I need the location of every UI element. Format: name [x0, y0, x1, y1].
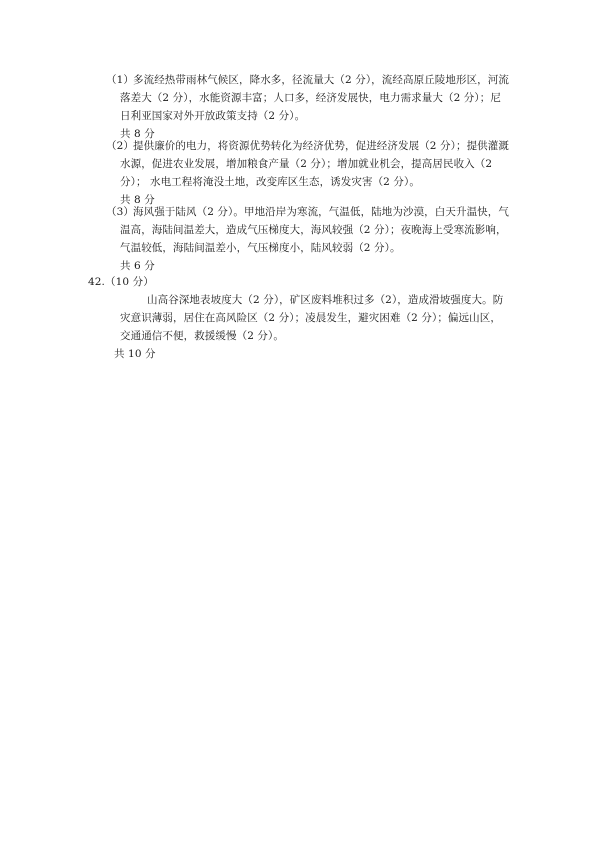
item-1-line-3: 日利亚国家对外开放政策支持（2 分）。 — [120, 110, 306, 122]
question-42-line-2: 灾意识薄弱，居住在高风险区（2 分）；凌晨发生，避灾困难（2 分）；偏远山区， — [120, 312, 501, 324]
question-42-total: 共 10 分 — [114, 348, 156, 360]
item-1-total: 共 8 分 — [120, 128, 155, 140]
item-2-label: （2） — [106, 140, 134, 152]
item-3-total: 共 6 分 — [120, 260, 155, 272]
item-3-label: （3） — [106, 206, 134, 218]
item-3-line-2: 温高，海陆间温差大，造成气压梯度大，海风较强（2 分）；夜晚海上受寒流影响， — [120, 224, 507, 236]
item-1-line-1: 多流经热带雨林气候区，降水多，径流量大（2 分），流经高原丘陵地形区，河流 — [133, 74, 509, 86]
item-2-total: 共 8 分 — [120, 194, 155, 206]
item-2-line-3: 分）； 水电工程将淹没土地，改变库区生态，诱发灾害（2 分）。 — [120, 176, 420, 188]
question-42-line-3: 交通通信不便，救援缓慢（2 分）。 — [120, 330, 284, 342]
item-2-line-2: 水源，促进农业发展，增加粮食产量（2 分）；增加就业机会，提高居民收入（2 — [120, 158, 493, 170]
question-42-header: 42.（10 分） — [88, 276, 154, 288]
item-1-line-2: 落差大（2 分），水能资源丰富；人口多，经济发展快，电力需求量大（2 分）；尼 — [120, 92, 501, 104]
question-42-line-1: 山高谷深地表坡度大（2 分），矿区废料堆积过多（2），造成滑坡强度大。防 — [147, 294, 504, 306]
item-3-line-1: 海风强于陆风（2 分）。甲地沿岸为寒流，气温低，陆地为沙漠，白天升温快，气 — [133, 206, 509, 218]
item-3-line-3: 气温较低，海陆间温差小，气压梯度小，陆风较弱（2 分）。 — [120, 242, 401, 254]
item-2-line-1: 提供廉价的电力，将资源优势转化为经济优势，促进经济发展（2 分）；提供灌溉 — [133, 140, 509, 152]
item-1-label: （1） — [106, 74, 134, 86]
